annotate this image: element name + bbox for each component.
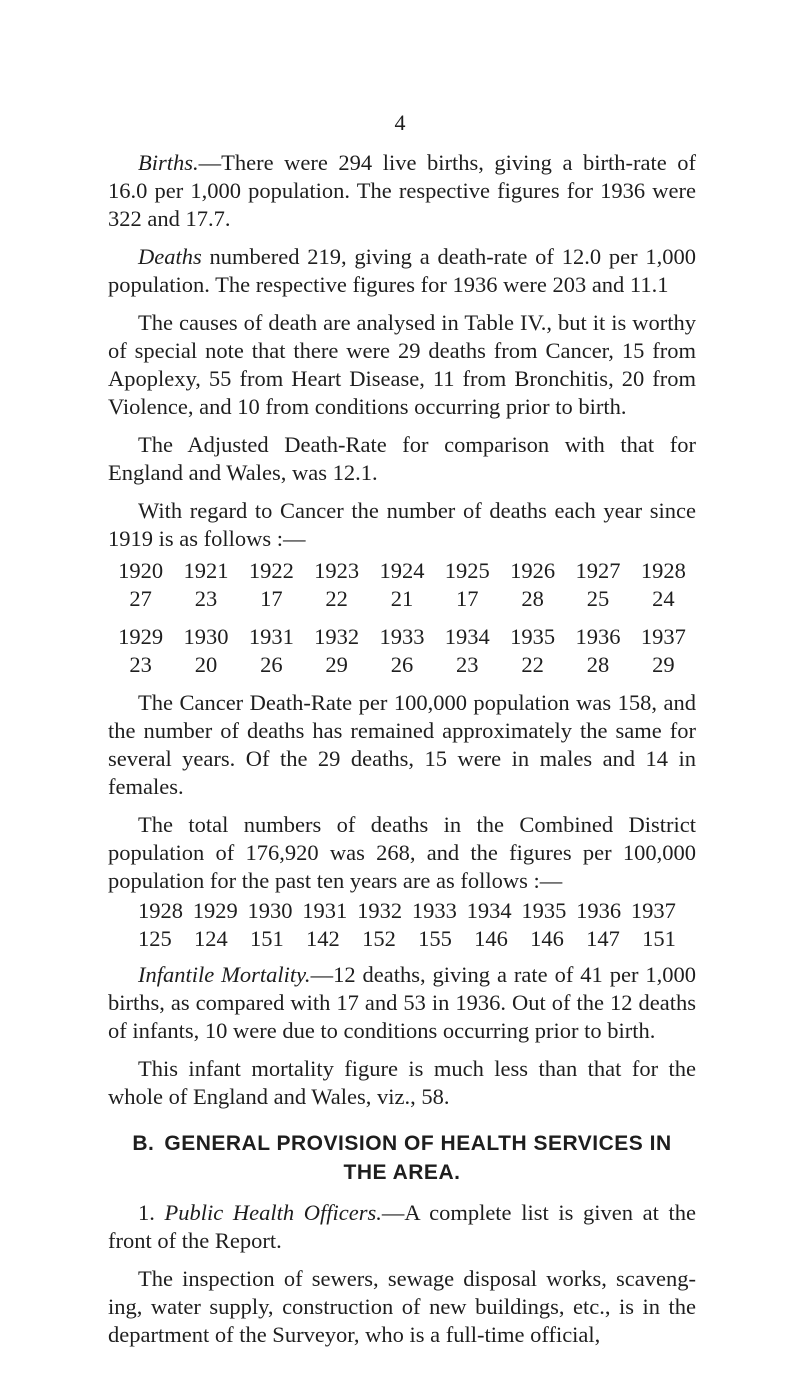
births-paragraph: [108, 149, 696, 233]
year-cell: 1933: [411, 898, 457, 923]
count-cell: 22: [325, 586, 348, 611]
year-cell: 1931: [302, 898, 348, 923]
rate-cell: 151: [642, 926, 676, 951]
count-cell: 24: [652, 586, 675, 611]
deaths-paragraph: [108, 243, 696, 299]
count-cell: 23: [194, 586, 218, 611]
rate-cell: 151: [250, 926, 284, 951]
year-cell: 1930: [247, 898, 293, 923]
year-cell: 1929: [118, 624, 164, 649]
infantile-text: —12 deaths, giving a rate of 41 per 1,000 births, as compared with 17 and 53 in 1936. Out of the 12 deaths of infants, 10 were due to conditions occurring prior to birth.: [108, 962, 696, 1043]
year-cell: 1928: [138, 898, 183, 923]
count-cell: 26: [260, 652, 283, 677]
count-cell: 29: [652, 652, 675, 677]
count-cell: 17: [260, 586, 283, 611]
year-cell: 1935: [510, 624, 556, 649]
count-cell: 28: [586, 652, 610, 677]
year-cell: 1935: [521, 898, 567, 923]
year-cell: 1921: [183, 558, 229, 583]
year-cell: 1936: [576, 898, 622, 923]
rate-cell: 147: [586, 926, 620, 951]
rate-cell: 142: [306, 926, 340, 951]
combined-rates-table: [108, 897, 696, 953]
cancer-deaths-table-2: [108, 623, 696, 681]
deaths-lead: Deaths: [138, 244, 202, 269]
year-cell: 1924: [379, 558, 425, 583]
year-cell: 1933: [379, 624, 425, 649]
rate-cell: 146: [474, 926, 508, 951]
year-cell: 1926: [510, 558, 556, 583]
section-heading: [108, 1129, 696, 1187]
inspection-paragraph: The inspection of sewers, sewage disposal works, scaveng-ing, water supply, construction of new buildings, etc., is in the department of the Surveyor, who is a full-time official,: [108, 1266, 696, 1347]
year-cell: 1934: [444, 624, 490, 649]
count-cell: 26: [390, 652, 414, 677]
count-cell: 28: [521, 586, 544, 611]
rate-cell: 125: [138, 926, 172, 951]
count-cell: 22: [521, 652, 544, 677]
table-row: [108, 585, 696, 615]
count-cell: 27: [129, 586, 152, 611]
year-cell: 1923: [314, 558, 360, 583]
year-cell: 1930: [183, 624, 229, 649]
count-cell: 17: [456, 586, 479, 611]
year-cell: 1936: [575, 624, 621, 649]
cancer-rate-paragraph: The Cancer Death-Rate per 100,000 population was 158, and the number of deaths has remained approximately the same for several years. Of the 29 deaths, 15 were in males and 14 in females.: [108, 690, 696, 799]
table-row: [108, 651, 696, 681]
count-cell: 23: [456, 652, 479, 677]
year-cell: 1920: [118, 558, 164, 583]
combined-district-paragraph: The total numbers of deaths in the Combined District population of 176,920 was 268, and the figures per 100,000 population for the past ten years are as follows :—: [108, 812, 696, 893]
item-number: 1.: [138, 1200, 155, 1225]
page-content: [108, 149, 696, 1359]
table-row: [138, 897, 676, 925]
year-cell: 1925: [444, 558, 490, 583]
births-lead: Births.: [138, 150, 199, 175]
rate-cell: 146: [530, 926, 564, 951]
rate-cell: 124: [194, 926, 228, 951]
table-row: [138, 925, 676, 953]
public-health-text: —A complete list is given at the front of the Report.: [108, 1200, 697, 1253]
count-cell: 21: [390, 586, 414, 611]
infantile-mortality-paragraph: [108, 961, 696, 1045]
cancer-deaths-table-1: [108, 557, 696, 615]
section-letter: B.: [132, 1132, 155, 1155]
year-cell: 1932: [314, 624, 360, 649]
public-health-lead: Public Health Officers.: [164, 1200, 382, 1225]
year-cell: 1931: [248, 624, 294, 649]
year-cell: 1927: [575, 558, 621, 583]
rate-cell: 152: [362, 926, 396, 951]
causes-paragraph: The causes of death are analysed in Table IV., but it is worthy of special note that there were 29 deaths from Cancer, 15 from Apoplexy, 55 from Heart Disease, 11 from Bronchitis, 20 from Violence, and 10 from conditions occurring prior to birth.: [108, 310, 696, 419]
year-cell: 1934: [466, 898, 512, 923]
adjusted-rate-paragraph: The Adjusted Death-Rate for comparison with that for England and Wales, was 12.1.: [108, 432, 696, 485]
births-text: —There were 294 live births, giving a birth-rate of 16.0 per 1,000 population. The respective figures for 1936 were 322 and 17.7.: [108, 150, 696, 231]
year-cell: 1937: [630, 898, 676, 923]
section-title: GENERAL PROVISION OF HEALTH SERVICES IN THE AREA.: [164, 1132, 672, 1184]
table-row: [108, 623, 696, 651]
public-health-paragraph: [108, 1199, 696, 1255]
page-number: 4: [394, 110, 406, 135]
year-cell: 1922: [248, 558, 294, 583]
cancer-intro-paragraph: With regard to Cancer the number of deaths each year since 1919 is as follows :—: [108, 498, 696, 551]
table-row: [108, 557, 696, 585]
year-cell: 1937: [640, 624, 686, 649]
year-cell: 1932: [357, 898, 403, 923]
count-cell: 25: [586, 586, 610, 611]
deaths-text: numbered 219, giving a death-rate of 12.0 per 1,000 population. The respective figures for 1936 were 203 and 11.1: [108, 244, 696, 297]
infantile-lead: Infantile Mortality.: [138, 962, 311, 987]
infant-compare-paragraph: This infant mortality figure is much less than that for the whole of England and Wales, viz., 58.: [108, 1056, 696, 1109]
rate-cell: 155: [418, 926, 452, 951]
count-cell: 29: [325, 652, 348, 677]
year-cell: 1928: [640, 558, 686, 583]
count-cell: 20: [194, 652, 218, 677]
year-cell: 1929: [192, 898, 238, 923]
count-cell: 23: [129, 652, 152, 677]
